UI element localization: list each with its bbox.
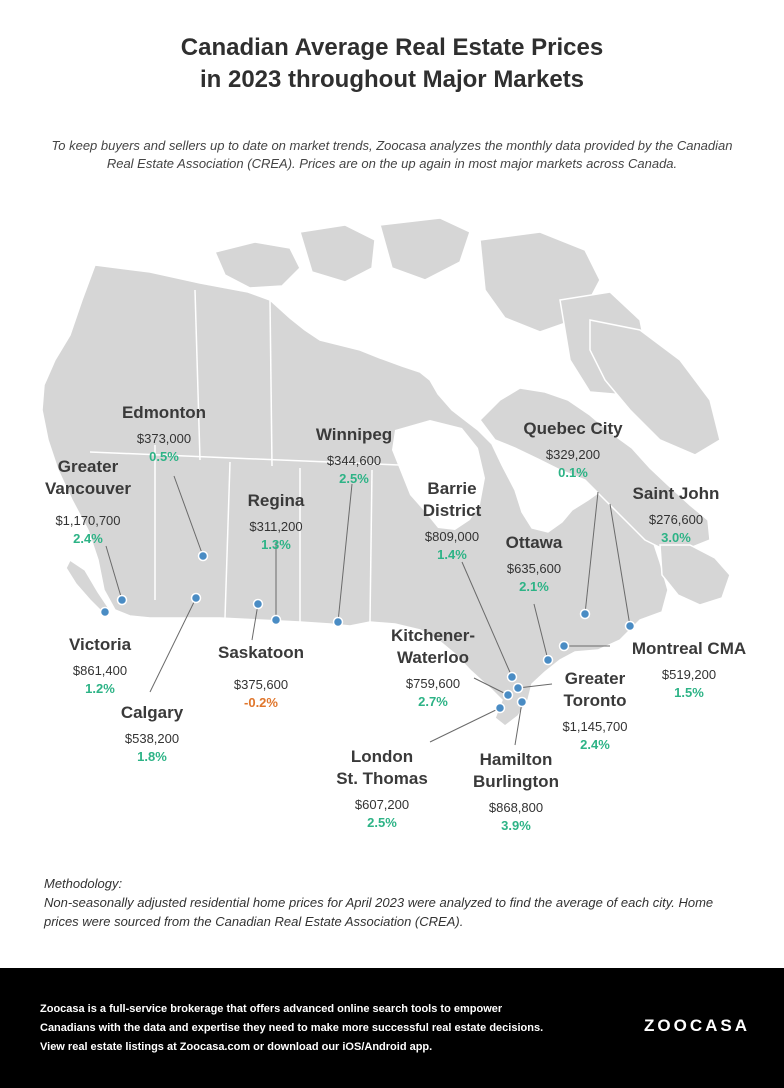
- city-change: 2.4%: [73, 531, 103, 546]
- city-regina: [216, 490, 336, 554]
- marker-saskatoon: [254, 600, 263, 609]
- zoocasa-logo: ZOOCASA: [644, 1016, 750, 1035]
- marker-victoria: [101, 608, 110, 617]
- city-price: $1,170,700: [55, 513, 121, 528]
- city-price: $635,600: [506, 561, 562, 576]
- city-london: [322, 746, 442, 832]
- city-price: $375,600: [233, 677, 289, 692]
- city-change: 1.4%: [437, 547, 467, 562]
- city-change: 3.0%: [661, 530, 691, 545]
- city-name: Quebec City: [523, 419, 623, 438]
- marker-barrie: [508, 673, 517, 682]
- city-saintjohn: [616, 483, 736, 547]
- city-change: 0.5%: [149, 449, 179, 464]
- city-price: $868,800: [488, 800, 544, 815]
- marker-calgary: [192, 594, 201, 603]
- footer-line-3: View real estate listings at Zoocasa.com or download our iOS/Android app.: [40, 1041, 433, 1053]
- city-price: $809,000: [424, 529, 480, 544]
- marker-london: [496, 704, 505, 713]
- city-name-line1: Kitchener-: [390, 626, 476, 645]
- city-change: 2.5%: [367, 815, 397, 830]
- marker-saintjohn: [626, 622, 635, 631]
- city-price: $344,600: [326, 453, 382, 468]
- city-change: 0.1%: [558, 465, 588, 480]
- marker-kitchener: [504, 691, 513, 700]
- arctic-island-3: [380, 218, 470, 280]
- city-name-line2: Burlington: [473, 772, 559, 791]
- city-saskatoon: [196, 642, 326, 712]
- city-name: Calgary: [120, 703, 184, 722]
- marker-ottawa: [544, 656, 553, 665]
- methodology-heading: Methodology:: [44, 876, 123, 891]
- city-price: $538,200: [124, 731, 180, 746]
- city-vancouver: [28, 456, 148, 548]
- methodology-text: Non-seasonally adjusted residential home prices for April 2023 were analyzed to find the average of each city. Home prices were sourced from the Canadian Real Estate Association (CREA).: [44, 895, 714, 929]
- city-name: Saskatoon: [218, 643, 304, 662]
- city-change: 2.4%: [580, 737, 610, 752]
- title-line-1: Canadian Average Real Estate Prices: [180, 34, 604, 61]
- marker-vancouver: [118, 596, 127, 605]
- city-name: Regina: [247, 491, 305, 510]
- marker-regina: [272, 616, 281, 625]
- city-name: Ottawa: [505, 533, 563, 552]
- city-change: 2.5%: [339, 471, 369, 486]
- footer-line-2: Canadians with the data and expertise they need to make more successful real estate decisions.: [40, 1022, 544, 1034]
- footer-line-1: Zoocasa is a full-service brokerage that offers advanced online search tools to empower: [40, 1003, 503, 1015]
- city-price: $276,600: [648, 512, 704, 527]
- city-name-line2: Waterloo: [396, 648, 470, 667]
- city-price: $311,200: [249, 519, 303, 534]
- footer: [0, 968, 784, 1088]
- city-name-line1: London: [350, 747, 414, 766]
- city-name: Edmonton: [121, 403, 207, 422]
- arctic-island-1: [215, 242, 300, 288]
- city-toronto: [535, 668, 655, 754]
- city-name-line1: Greater: [564, 669, 626, 688]
- city-name-line2: Toronto: [563, 691, 627, 710]
- city-change: 3.9%: [501, 818, 531, 833]
- city-change: 1.3%: [261, 537, 291, 552]
- city-name: Saint John: [632, 484, 720, 503]
- city-victoria: [40, 634, 160, 698]
- city-name-line1: Hamilton: [479, 750, 553, 769]
- city-change: 1.2%: [85, 681, 115, 696]
- marker-toronto: [514, 684, 523, 693]
- city-name-line1: Greater: [57, 457, 119, 476]
- methodology: [44, 874, 744, 931]
- marker-montreal: [560, 642, 569, 651]
- marker-quebec: [581, 610, 590, 619]
- intro-text: To keep buyers and sellers up to date on market trends, Zoocasa analyzes the monthly data provided by the Canadian Real Estate Association (CREA). Prices are on the up again in most major markets across Canada.: [51, 138, 733, 171]
- city-name-line2: Vancouver: [45, 479, 131, 498]
- city-hamilton: [456, 749, 576, 835]
- city-quebec: [503, 418, 643, 482]
- marker-winnipeg: [334, 618, 343, 627]
- city-name: Montreal CMA: [631, 639, 747, 658]
- city-price: $607,200: [354, 797, 410, 812]
- city-change: 1.8%: [137, 749, 167, 764]
- title-line-2: in 2023 throughout Major Markets: [199, 66, 585, 93]
- city-price: $759,600: [405, 676, 461, 691]
- city-price: $373,000: [136, 431, 192, 446]
- newfoundland: [660, 545, 730, 605]
- city-change: 1.5%: [674, 685, 704, 700]
- city-calgary: [92, 702, 212, 766]
- city-price: $329,200: [545, 447, 601, 462]
- city-kitchener: [370, 625, 496, 711]
- city-name: Victoria: [68, 635, 132, 654]
- marker-hamilton: [518, 698, 527, 707]
- city-price: $1,145,700: [562, 719, 628, 734]
- city-ottawa: [474, 532, 594, 596]
- footer-text: [40, 1000, 600, 1057]
- city-name-line2: District: [422, 501, 482, 520]
- marker-edmonton: [199, 552, 208, 561]
- city-price: $519,200: [661, 667, 717, 682]
- city-price: $861,400: [72, 663, 128, 678]
- city-change: 2.7%: [418, 694, 448, 709]
- arctic-island-2: [300, 225, 375, 282]
- city-name-line2: St. Thomas: [336, 769, 428, 788]
- city-change: -0.2%: [244, 695, 278, 710]
- city-name-line1: Barrie: [427, 479, 477, 498]
- city-name: Winnipeg: [315, 425, 393, 444]
- city-change: 2.1%: [519, 579, 549, 594]
